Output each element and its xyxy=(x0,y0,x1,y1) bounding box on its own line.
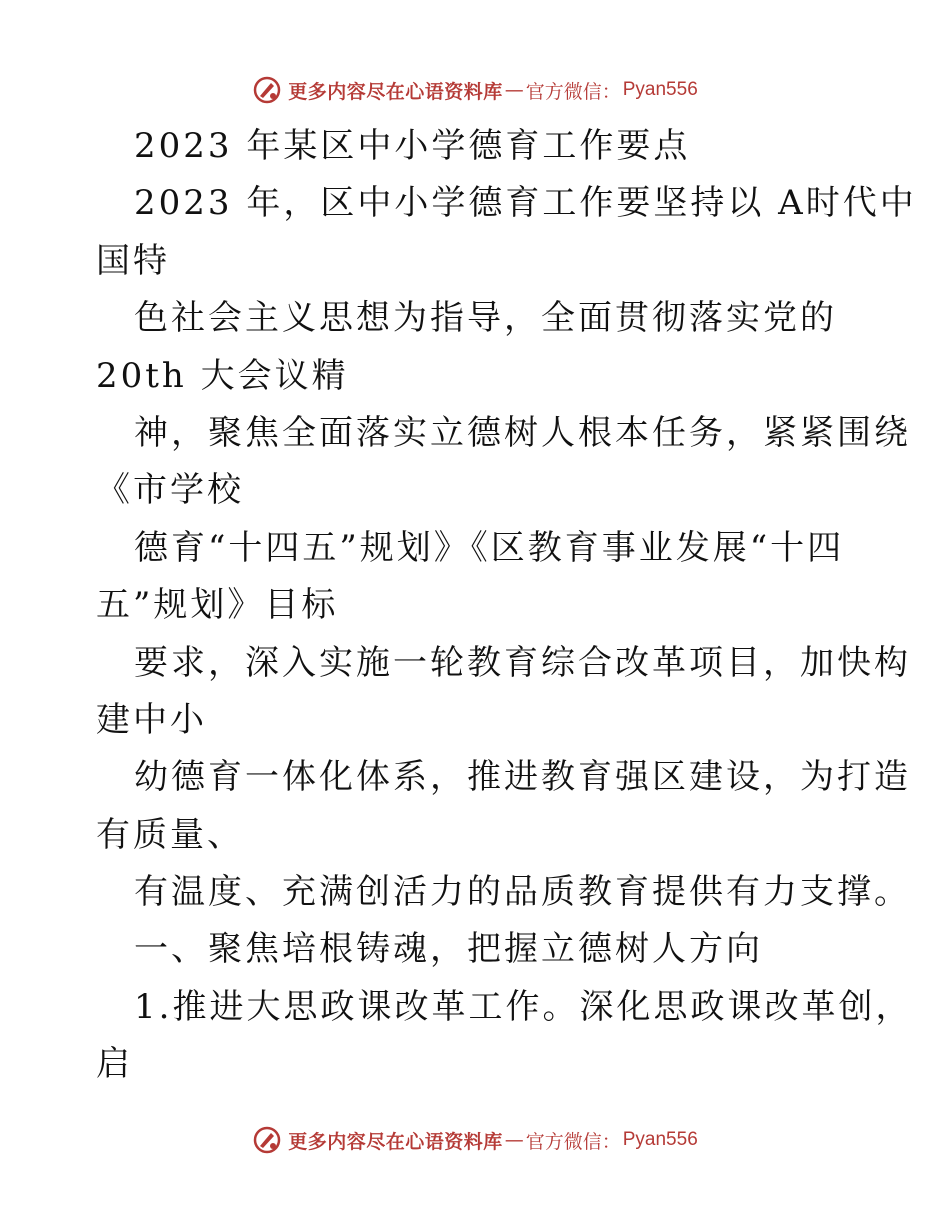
text-line: 神，聚焦全面落实立德树人根本任务，紧紧围绕 xyxy=(134,412,911,453)
watermark-official-label: 官方微信： xyxy=(525,1130,621,1153)
watermark-separator: — xyxy=(504,1129,524,1151)
watermark-prefix: 更多内容尽在心语资料库 xyxy=(288,1130,503,1153)
watermark-contact: Pyan556 xyxy=(622,79,698,100)
watermark-official-label: 官方微信： xyxy=(525,80,621,103)
text-line: 德育“十四五”规划》《区教育事业发展“十四 xyxy=(134,527,845,568)
text-line: 幼德育一体化体系，推进教育强区建设，为打造 xyxy=(134,757,911,798)
text-line: 一、聚焦培根铸魂，把握立德树人方向 xyxy=(134,929,763,970)
text-line: 国特 xyxy=(96,240,170,281)
text-line: 1.推进大思政课改革工作。深化思政课改革创， xyxy=(134,986,913,1027)
text-line: 色社会主义思想为指导，全面贯彻落实党的 xyxy=(134,298,837,339)
text-line: 启 xyxy=(96,1044,133,1085)
pen-seal-icon xyxy=(252,1125,282,1155)
text-line: 《市学校 xyxy=(96,470,244,511)
text-line: 有温度、充满创活力的品质教育提供有力支撑。 xyxy=(134,872,911,913)
watermark-separator: — xyxy=(504,79,524,101)
document-title: 2023 年某区中小学德育工作要点 xyxy=(134,126,691,166)
text-line: 有质量、 xyxy=(96,814,244,855)
text-line: 2023 年，区中小学德育工作要坚持以 A时代中 xyxy=(134,183,917,224)
watermark-prefix: 更多内容尽在心语资料库 xyxy=(288,80,503,103)
text-line: 五”规划》目标 xyxy=(96,585,339,626)
text-line: 20th 大会议精 xyxy=(96,355,349,396)
watermark-footer xyxy=(0,1120,950,1160)
watermark-header xyxy=(0,70,950,110)
watermark-contact: Pyan556 xyxy=(622,1129,698,1150)
document-body xyxy=(96,118,917,1094)
pen-seal-icon xyxy=(252,75,282,105)
text-line: 建中小 xyxy=(96,699,207,740)
text-line: 要求，深入实施一轮教育综合改革项目，加快构 xyxy=(134,642,911,683)
